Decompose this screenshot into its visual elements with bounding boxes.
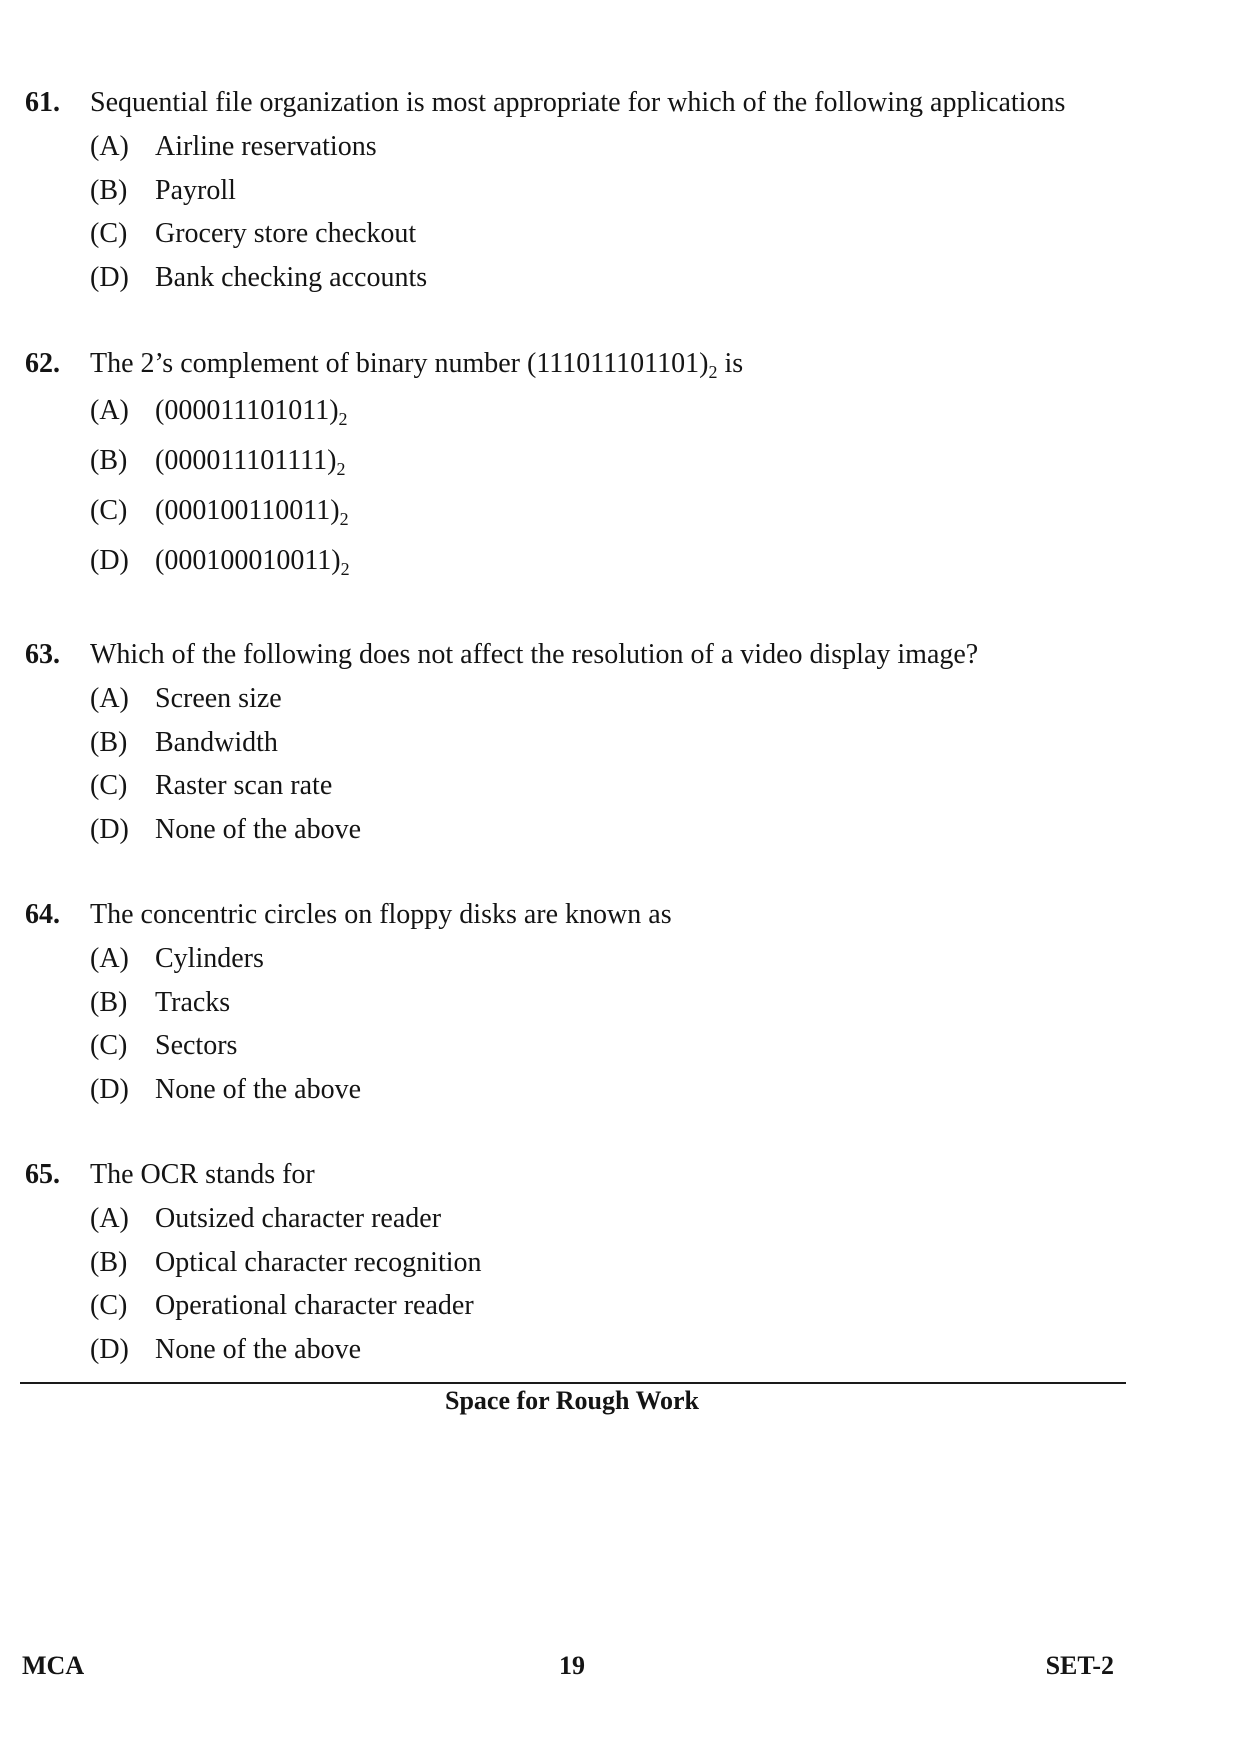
question-stem: [0, 342, 1240, 386]
option-text: Airline reservations: [155, 131, 377, 162]
option-d: [0, 536, 1240, 586]
question-64: [0, 893, 1240, 1111]
option-c: [0, 1284, 1240, 1328]
horizontal-divider: [20, 1382, 1126, 1384]
option-label: (A): [90, 1203, 129, 1234]
option-text: None of the above: [155, 813, 362, 845]
option-a: [0, 125, 1240, 169]
option-label: (D): [90, 261, 129, 293]
question-stem: [0, 633, 1240, 677]
option-text: Raster scan rate: [155, 770, 333, 801]
question-62: [0, 342, 1240, 586]
option-c: [0, 486, 1240, 536]
option-text: Tracks: [155, 986, 231, 1018]
question-text-end: is: [717, 348, 744, 379]
number-base-subscript: 2: [336, 459, 346, 479]
option-a: [0, 1197, 1240, 1241]
option-text: Cylinders: [155, 943, 264, 974]
question-61: [0, 81, 1240, 299]
option-text: Bandwidth: [155, 726, 278, 758]
option-d: [0, 256, 1240, 300]
number-base-subscript: 2: [338, 409, 348, 429]
option-label: (A): [90, 395, 129, 426]
option-text: None of the above: [155, 1333, 362, 1365]
option-b: [0, 436, 1240, 486]
option-a: [0, 386, 1240, 436]
option-label: (C): [90, 495, 128, 526]
option-text: Screen size: [155, 683, 282, 714]
rough-work-label: Space for Rough Work: [444, 1386, 700, 1415]
question-65: [0, 1153, 1240, 1371]
question-stem: [0, 81, 1240, 125]
question-number: 63.: [25, 639, 60, 670]
question-number: 61.: [25, 87, 60, 118]
option-text: Operational character reader: [155, 1290, 474, 1321]
binary-value: (000011101111): [155, 445, 337, 476]
option-label: (D): [90, 813, 129, 845]
option-text: Bank checking accounts: [155, 261, 428, 293]
footer-course-code: MCA: [22, 1651, 85, 1680]
question-text-main: The 2’s complement of binary number (111011101101): [90, 348, 709, 379]
option-label: (B): [90, 1246, 128, 1278]
option-text: None of the above: [155, 1073, 362, 1105]
option-label: (A): [90, 683, 129, 714]
binary-value: (000011101011): [155, 395, 339, 426]
option-a: [0, 677, 1240, 721]
option-c: [0, 764, 1240, 808]
question-63: [0, 633, 1240, 851]
question-stem: [0, 893, 1240, 937]
option-text: [155, 536, 350, 586]
question-number: 65.: [25, 1159, 60, 1190]
option-a: [0, 937, 1240, 981]
option-label: (D): [90, 1073, 129, 1105]
binary-value: (000100010011): [155, 545, 341, 576]
option-text: Grocery store checkout: [155, 218, 417, 249]
option-d: [0, 808, 1240, 852]
option-label: (B): [90, 445, 128, 476]
question-text: Sequential file organization is most appropriate for which of the following applications: [90, 87, 1066, 118]
option-label: (B): [90, 174, 128, 206]
option-label: (C): [90, 770, 128, 801]
option-c: [0, 212, 1240, 256]
option-label: (C): [90, 1030, 128, 1061]
footer-page-number: 19: [559, 1651, 585, 1680]
option-text: [155, 486, 349, 536]
option-label: (A): [90, 943, 129, 974]
option-d: [0, 1068, 1240, 1112]
question-text: Which of the following does not affect the resolution of a video display image?: [90, 639, 979, 670]
footer-set-code: SET-2: [1045, 1651, 1114, 1680]
question-text: The concentric circles on floppy disks are known as: [90, 899, 672, 930]
option-label: (B): [90, 726, 128, 758]
number-base-subscript: 2: [708, 362, 718, 382]
number-base-subscript: 2: [339, 509, 349, 529]
option-text: Payroll: [155, 174, 236, 206]
question-text: [90, 342, 743, 386]
question-number: 62.: [25, 348, 60, 379]
number-base-subscript: 2: [340, 559, 350, 579]
option-label: (B): [90, 986, 128, 1018]
option-c: [0, 1024, 1240, 1068]
option-b: [0, 981, 1240, 1025]
option-label: (A): [90, 131, 129, 162]
option-text: Outsized character reader: [155, 1203, 442, 1234]
option-label: (D): [90, 545, 129, 576]
option-b: [0, 1241, 1240, 1285]
option-label: (D): [90, 1333, 129, 1365]
question-number: 64.: [25, 899, 60, 930]
option-label: (C): [90, 218, 128, 249]
question-text: The OCR stands for: [90, 1159, 315, 1190]
option-b: [0, 721, 1240, 765]
binary-value: (000100110011): [155, 495, 340, 526]
option-text: [155, 436, 345, 486]
option-text: Sectors: [155, 1030, 238, 1061]
question-stem: [0, 1153, 1240, 1197]
option-text: [155, 386, 348, 436]
option-d: [0, 1328, 1240, 1372]
option-text: Optical character recognition: [155, 1246, 482, 1278]
option-b: [0, 169, 1240, 213]
option-label: (C): [90, 1290, 128, 1321]
